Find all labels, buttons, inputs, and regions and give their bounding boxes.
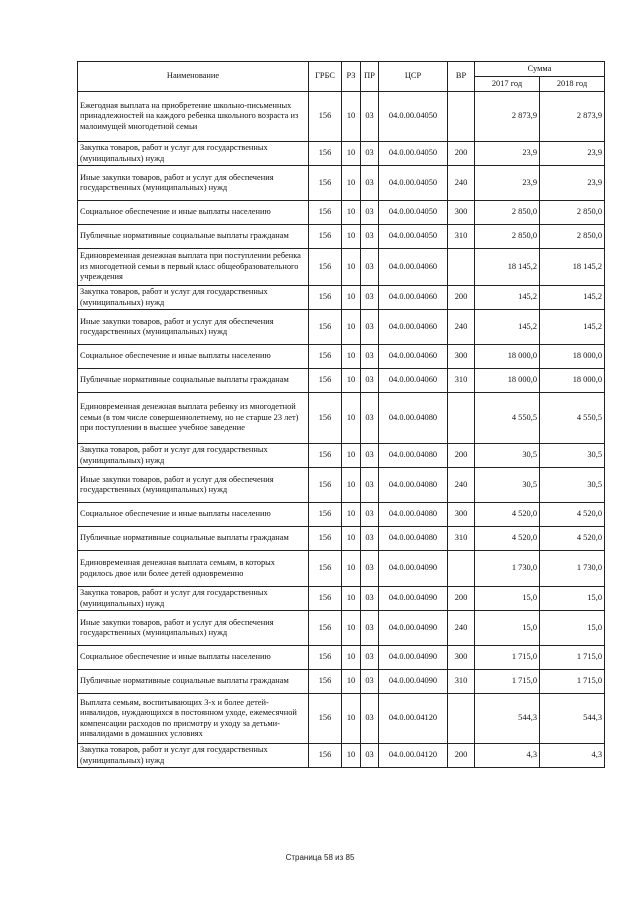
table-cell-name: Публичные нормативные социальные выплаты гражданам <box>78 527 309 551</box>
table-cell-rz: 10 <box>342 249 361 286</box>
header-2018: 2018 год <box>540 77 605 92</box>
table-cell-sum-2017: 15,0 <box>475 587 540 611</box>
table-cell-sum-2017: 2 873,9 <box>475 92 540 142</box>
table-cell-sum-2018: 2 850,0 <box>540 201 605 225</box>
table-cell-vr: 310 <box>448 369 475 393</box>
table-cell-pr: 03 <box>361 249 379 286</box>
table-cell-grbs: 156 <box>309 166 342 201</box>
table-cell-name: Закупка товаров, работ и услуг для государственных (муниципальных) нужд <box>78 744 309 768</box>
table-cell-grbs: 156 <box>309 646 342 670</box>
table-cell-sum-2017: 4 550,5 <box>475 393 540 444</box>
table-cell-name: Ежегодная выплата на приобретение школьно-письменных принадлежностей на каждого ребенка школьного возраста из малоимущей многодетной семьи <box>78 92 309 142</box>
table-cell-vr <box>448 551 475 587</box>
table-cell-sum-2017: 15,0 <box>475 611 540 646</box>
table-row <box>78 551 605 587</box>
table-cell-pr: 03 <box>361 201 379 225</box>
table-row <box>78 611 605 646</box>
table-row <box>78 310 605 345</box>
table-cell-vr: 310 <box>448 527 475 551</box>
table-cell-vr: 200 <box>448 142 475 166</box>
table-cell-sum-2018: 1 715,0 <box>540 670 605 694</box>
header-2017: 2017 год <box>475 77 540 92</box>
table-cell-sum-2018: 30,5 <box>540 468 605 503</box>
table-cell-pr: 03 <box>361 310 379 345</box>
table-cell-pr: 03 <box>361 503 379 527</box>
table-row <box>78 201 605 225</box>
table-cell-name: Иные закупки товаров, работ и услуг для обеспечения государственных (муниципальных) нужд <box>78 166 309 201</box>
table-cell-grbs: 156 <box>309 225 342 249</box>
table-cell-sum-2017: 30,5 <box>475 444 540 468</box>
table-cell-vr: 300 <box>448 646 475 670</box>
table-cell-sum-2017: 4,3 <box>475 744 540 768</box>
table-cell-pr: 03 <box>361 393 379 444</box>
table-cell-name: Единовременная денежная выплата семьям, в которых родилось двое или более детей одновременно <box>78 551 309 587</box>
table-cell-name: Закупка товаров, работ и услуг для государственных (муниципальных) нужд <box>78 142 309 166</box>
header-name: Наименование <box>78 62 309 92</box>
table-cell-pr: 03 <box>361 646 379 670</box>
table-cell-sum-2017: 30,5 <box>475 468 540 503</box>
table-cell-sum-2017: 145,2 <box>475 310 540 345</box>
table-row <box>78 92 605 142</box>
header-grbs: ГРБС <box>309 62 342 92</box>
table-cell-grbs: 156 <box>309 92 342 142</box>
table-cell-sum-2017: 1 730,0 <box>475 551 540 587</box>
table-row <box>78 646 605 670</box>
table-cell-pr: 03 <box>361 286 379 310</box>
table-cell-rz: 10 <box>342 744 361 768</box>
table-cell-sum-2018: 1 730,0 <box>540 551 605 587</box>
table-cell-sum-2017: 18 000,0 <box>475 345 540 369</box>
table-row <box>78 587 605 611</box>
table-cell-csr: 04.0.00.04090 <box>379 646 448 670</box>
table-cell-sum-2018: 4 550,5 <box>540 393 605 444</box>
table-cell-name: Единовременная денежная выплата ребенку из многодетной семьи (в том числе совершеннолетнему, но не старше 23 лет) при поступлении в высшее учебное заведение <box>78 393 309 444</box>
table-cell-vr: 310 <box>448 670 475 694</box>
header-csr: ЦСР <box>379 62 448 92</box>
table-cell-sum-2018: 4 520,0 <box>540 527 605 551</box>
table-cell-sum-2018: 23,9 <box>540 142 605 166</box>
table-row <box>78 166 605 201</box>
table-cell-pr: 03 <box>361 587 379 611</box>
table-cell-csr: 04.0.00.04060 <box>379 345 448 369</box>
table-row <box>78 249 605 286</box>
table-cell-name: Публичные нормативные социальные выплаты гражданам <box>78 369 309 393</box>
table-cell-grbs: 156 <box>309 670 342 694</box>
table-cell-sum-2017: 1 715,0 <box>475 646 540 670</box>
table-cell-pr: 03 <box>361 468 379 503</box>
table-cell-csr: 04.0.00.04090 <box>379 611 448 646</box>
table-cell-grbs: 156 <box>309 444 342 468</box>
table-cell-csr: 04.0.00.04080 <box>379 527 448 551</box>
page-footer: Страница 58 из 85 <box>285 853 355 862</box>
table-cell-grbs: 156 <box>309 551 342 587</box>
table-cell-rz: 10 <box>342 166 361 201</box>
table-cell-csr: 04.0.00.04090 <box>379 587 448 611</box>
table-cell-sum-2018: 18 145,2 <box>540 249 605 286</box>
table-cell-rz: 10 <box>342 551 361 587</box>
table-cell-name: Социальное обеспечение и иные выплаты населению <box>78 201 309 225</box>
table-cell-rz: 10 <box>342 694 361 744</box>
table-cell-vr: 200 <box>448 286 475 310</box>
table-cell-vr <box>448 249 475 286</box>
table-row <box>78 503 605 527</box>
table-cell-rz: 10 <box>342 369 361 393</box>
header-vr: ВР <box>448 62 475 92</box>
table-cell-sum-2017: 2 850,0 <box>475 201 540 225</box>
table-cell-sum-2018: 4 520,0 <box>540 503 605 527</box>
table-cell-rz: 10 <box>342 503 361 527</box>
table-row <box>78 393 605 444</box>
table-cell-csr: 04.0.00.04080 <box>379 393 448 444</box>
table-row <box>78 527 605 551</box>
table-cell-sum-2017: 2 850,0 <box>475 225 540 249</box>
table-cell-rz: 10 <box>342 611 361 646</box>
table-cell-vr: 240 <box>448 611 475 646</box>
table-header <box>78 62 605 92</box>
table-row <box>78 286 605 310</box>
table-cell-rz: 10 <box>342 444 361 468</box>
table-cell-rz: 10 <box>342 310 361 345</box>
table-cell-name: Закупка товаров, работ и услуг для государственных (муниципальных) нужд <box>78 444 309 468</box>
table-cell-sum-2017: 544,3 <box>475 694 540 744</box>
table-cell-name: Публичные нормативные социальные выплаты гражданам <box>78 225 309 249</box>
table-cell-grbs: 156 <box>309 286 342 310</box>
table-cell-csr: 04.0.00.04050 <box>379 201 448 225</box>
budget-table <box>77 61 605 768</box>
table-cell-name: Иные закупки товаров, работ и услуг для обеспечения государственных (муниципальных) нужд <box>78 468 309 503</box>
table-cell-pr: 03 <box>361 551 379 587</box>
table-cell-sum-2018: 18 000,0 <box>540 369 605 393</box>
table-cell-sum-2017: 18 145,2 <box>475 249 540 286</box>
table-cell-name: Иные закупки товаров, работ и услуг для обеспечения государственных (муниципальных) нужд <box>78 611 309 646</box>
table-cell-sum-2017: 18 000,0 <box>475 369 540 393</box>
table-row <box>78 345 605 369</box>
table-cell-csr: 04.0.00.04080 <box>379 444 448 468</box>
table-cell-sum-2018: 2 873,9 <box>540 92 605 142</box>
header-rz: РЗ <box>342 62 361 92</box>
table-cell-rz: 10 <box>342 670 361 694</box>
table-cell-rz: 10 <box>342 646 361 670</box>
table-cell-vr: 300 <box>448 503 475 527</box>
table-cell-pr: 03 <box>361 444 379 468</box>
table-cell-csr: 04.0.00.04120 <box>379 694 448 744</box>
table-cell-vr <box>448 393 475 444</box>
table-cell-pr: 03 <box>361 92 379 142</box>
header-sum: Сумма <box>475 62 605 77</box>
table-row <box>78 444 605 468</box>
table-cell-grbs: 156 <box>309 345 342 369</box>
table-cell-sum-2018: 544,3 <box>540 694 605 744</box>
table-cell-sum-2017: 145,2 <box>475 286 540 310</box>
table-cell-pr: 03 <box>361 166 379 201</box>
table-cell-pr: 03 <box>361 744 379 768</box>
table-cell-pr: 03 <box>361 694 379 744</box>
table-cell-name: Единовременная денежная выплата при поступлении ребенка из многодетной семьи в первый класс общеобразовательного учреждения <box>78 249 309 286</box>
table-cell-grbs: 156 <box>309 201 342 225</box>
table-cell-csr: 04.0.00.04050 <box>379 166 448 201</box>
table-cell-vr: 240 <box>448 310 475 345</box>
table-cell-csr: 04.0.00.04060 <box>379 286 448 310</box>
table-cell-grbs: 156 <box>309 468 342 503</box>
table-cell-rz: 10 <box>342 345 361 369</box>
table-cell-vr: 200 <box>448 744 475 768</box>
table-cell-grbs: 156 <box>309 393 342 444</box>
table-cell-rz: 10 <box>342 92 361 142</box>
table-cell-csr: 04.0.00.04050 <box>379 92 448 142</box>
table-cell-vr: 300 <box>448 345 475 369</box>
table-cell-rz: 10 <box>342 527 361 551</box>
table-cell-grbs: 156 <box>309 249 342 286</box>
table-row <box>78 369 605 393</box>
table-cell-rz: 10 <box>342 393 361 444</box>
table-cell-sum-2018: 18 000,0 <box>540 345 605 369</box>
table-cell-vr: 240 <box>448 166 475 201</box>
table-cell-csr: 04.0.00.04080 <box>379 503 448 527</box>
table-cell-sum-2017: 1 715,0 <box>475 670 540 694</box>
table-cell-vr: 240 <box>448 468 475 503</box>
table-row <box>78 225 605 249</box>
table-row <box>78 744 605 768</box>
table-cell-grbs: 156 <box>309 142 342 166</box>
table-cell-name: Социальное обеспечение и иные выплаты населению <box>78 503 309 527</box>
budget-table-container <box>77 61 604 768</box>
table-cell-pr: 03 <box>361 369 379 393</box>
table-cell-sum-2018: 15,0 <box>540 611 605 646</box>
table-cell-name: Выплата семьям, воспитывающих 3-х и более детей-инвалидов, нуждающихся в постоянном уходе, ежемесячной компенсации расходов по присмотру и уходу за детьми-инвалидами в домашних условиях <box>78 694 309 744</box>
table-cell-grbs: 156 <box>309 744 342 768</box>
table-cell-sum-2018: 2 850,0 <box>540 225 605 249</box>
table-cell-rz: 10 <box>342 142 361 166</box>
table-cell-grbs: 156 <box>309 310 342 345</box>
table-cell-vr: 310 <box>448 225 475 249</box>
table-cell-csr: 04.0.00.04080 <box>379 468 448 503</box>
table-cell-csr: 04.0.00.04090 <box>379 551 448 587</box>
table-cell-grbs: 156 <box>309 369 342 393</box>
table-cell-pr: 03 <box>361 670 379 694</box>
table-cell-pr: 03 <box>361 225 379 249</box>
table-cell-sum-2017: 4 520,0 <box>475 527 540 551</box>
table-cell-sum-2018: 15,0 <box>540 587 605 611</box>
table-cell-name: Закупка товаров, работ и услуг для государственных (муниципальных) нужд <box>78 286 309 310</box>
table-cell-sum-2017: 4 520,0 <box>475 503 540 527</box>
table-cell-vr <box>448 694 475 744</box>
table-cell-sum-2018: 145,2 <box>540 310 605 345</box>
table-row <box>78 142 605 166</box>
table-cell-name: Социальное обеспечение и иные выплаты населению <box>78 345 309 369</box>
table-cell-sum-2017: 23,9 <box>475 142 540 166</box>
table-cell-sum-2017: 23,9 <box>475 166 540 201</box>
table-cell-grbs: 156 <box>309 587 342 611</box>
table-cell-grbs: 156 <box>309 694 342 744</box>
table-cell-sum-2018: 30,5 <box>540 444 605 468</box>
table-row <box>78 468 605 503</box>
table-cell-pr: 03 <box>361 527 379 551</box>
table-cell-csr: 04.0.00.04060 <box>379 369 448 393</box>
table-cell-name: Социальное обеспечение и иные выплаты населению <box>78 646 309 670</box>
table-cell-grbs: 156 <box>309 611 342 646</box>
table-cell-csr: 04.0.00.04050 <box>379 225 448 249</box>
table-cell-rz: 10 <box>342 225 361 249</box>
table-cell-vr <box>448 92 475 142</box>
table-cell-rz: 10 <box>342 286 361 310</box>
table-cell-vr: 200 <box>448 587 475 611</box>
table-cell-csr: 04.0.00.04050 <box>379 142 448 166</box>
table-cell-csr: 04.0.00.04120 <box>379 744 448 768</box>
table-cell-csr: 04.0.00.04060 <box>379 249 448 286</box>
table-row <box>78 694 605 744</box>
table-cell-sum-2018: 23,9 <box>540 166 605 201</box>
table-cell-grbs: 156 <box>309 527 342 551</box>
table-body <box>78 92 605 768</box>
table-cell-vr: 200 <box>448 444 475 468</box>
table-cell-pr: 03 <box>361 142 379 166</box>
header-pr: ПР <box>361 62 379 92</box>
table-cell-grbs: 156 <box>309 503 342 527</box>
table-cell-csr: 04.0.00.04090 <box>379 670 448 694</box>
table-cell-rz: 10 <box>342 201 361 225</box>
table-cell-name: Публичные нормативные социальные выплаты гражданам <box>78 670 309 694</box>
table-cell-csr: 04.0.00.04060 <box>379 310 448 345</box>
table-cell-sum-2018: 4,3 <box>540 744 605 768</box>
table-cell-rz: 10 <box>342 468 361 503</box>
table-cell-vr: 300 <box>448 201 475 225</box>
table-cell-name: Закупка товаров, работ и услуг для государственных (муниципальных) нужд <box>78 587 309 611</box>
table-cell-pr: 03 <box>361 611 379 646</box>
table-cell-sum-2018: 1 715,0 <box>540 646 605 670</box>
table-cell-name: Иные закупки товаров, работ и услуг для обеспечения государственных (муниципальных) нужд <box>78 310 309 345</box>
table-row <box>78 670 605 694</box>
table-cell-pr: 03 <box>361 345 379 369</box>
table-cell-sum-2018: 145,2 <box>540 286 605 310</box>
table-cell-rz: 10 <box>342 587 361 611</box>
